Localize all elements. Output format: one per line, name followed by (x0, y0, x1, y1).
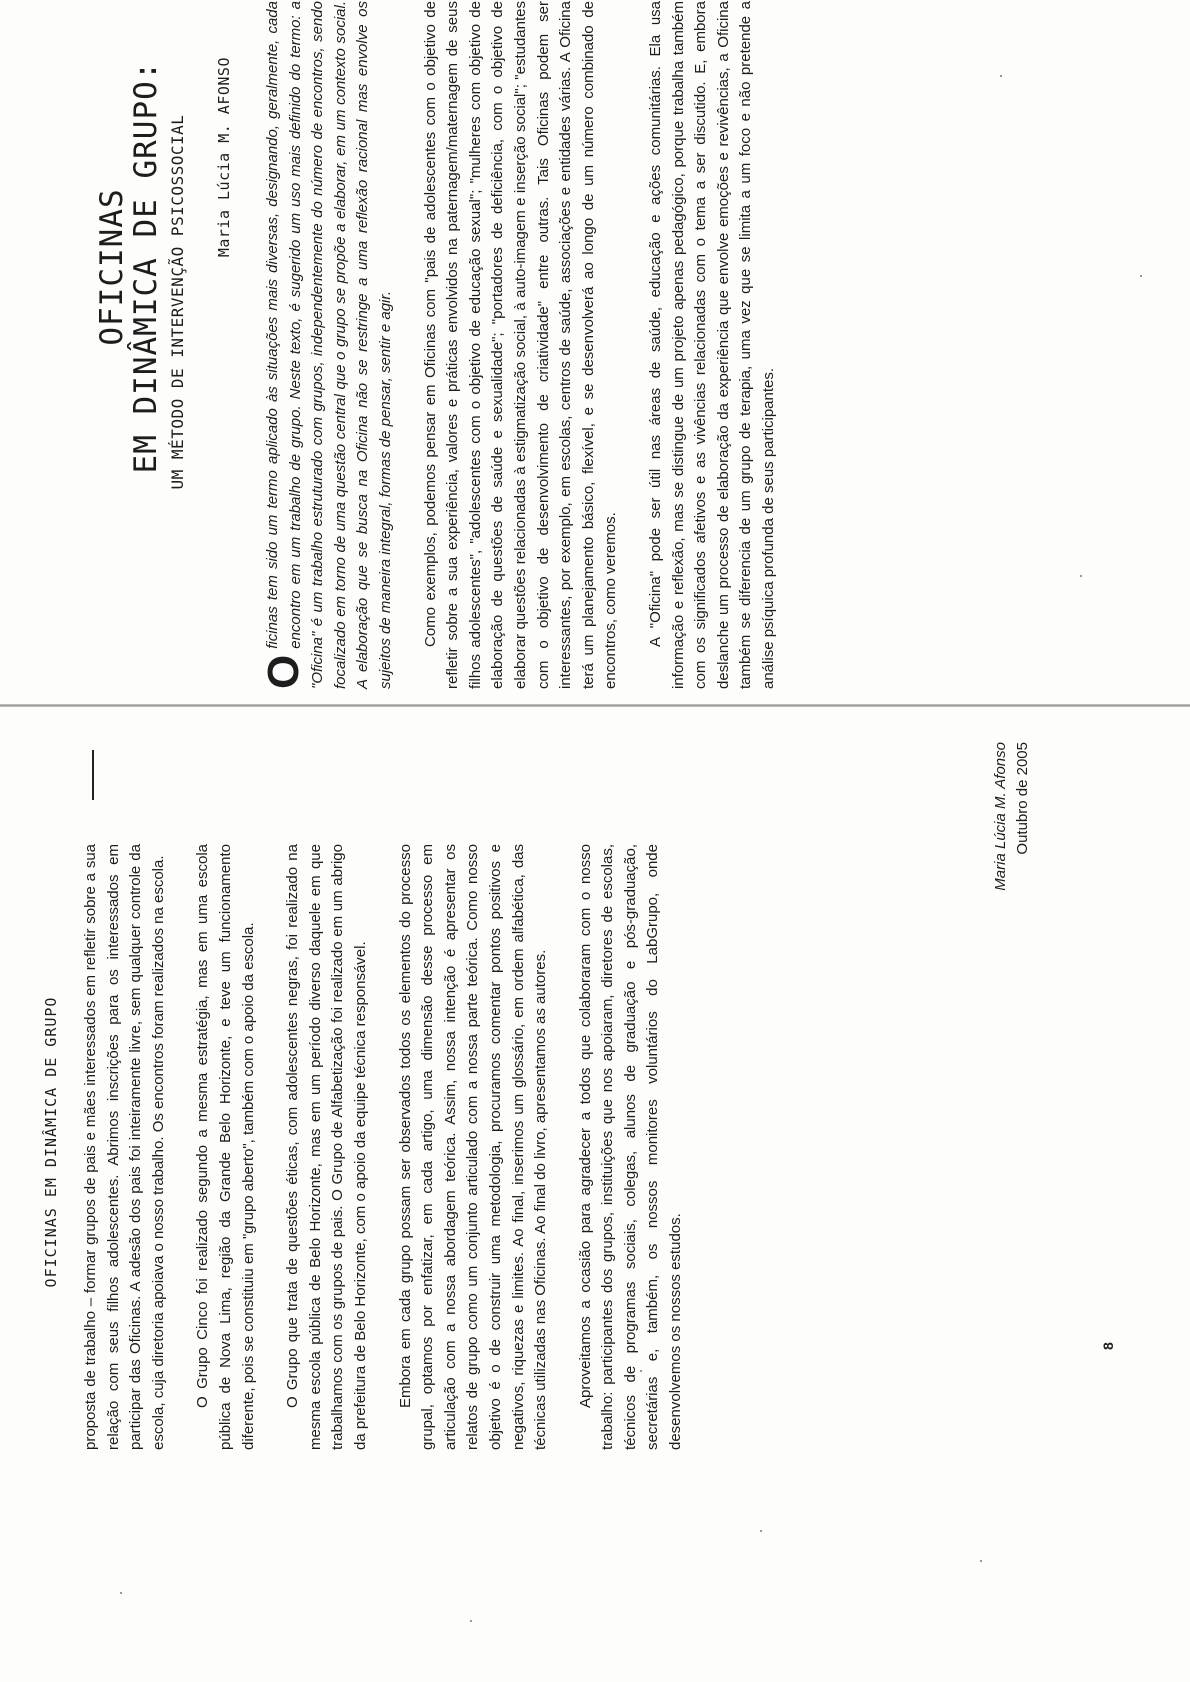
scan-speck (120, 1592, 122, 1594)
page-number: 8 (1100, 1342, 1116, 1350)
article-author: Maria Lúcia M. AFONSO (215, 57, 233, 258)
title-line: EM DINÂMICA DE GRUPO: (128, 60, 164, 474)
signature-date: Outubro de 2005 (1014, 742, 1031, 855)
intro-paragraph (259, 1, 398, 689)
article-subtitle: UM MÉTODO DE INTERVENÇÃO PSICOSSOCIAL (168, 114, 187, 490)
signature-name: Maria Lúcia M. Afonso (992, 742, 1009, 891)
scan-speck (640, 1370, 642, 1372)
intro-lead: ficinas tem sido um termo aplicado às situações mais diversas, designando, geralmente, cada encontro em um trabalho de grupo. Neste texto, é sugerido um uso mais definido do termo: a (264, 1, 304, 649)
right-page (0, 0, 1190, 697)
article-title (95, 57, 163, 477)
paragraph: A "Oficina" pode ser útil nas áreas de saúde, educação e ações comunitárias. Ela usa informação e reflexão, mas se distingue de um projeto apenas pedagógico, porque trabalha também com os significados afetivos e as vivências relacionadas com o tema a ser discutido. E, embora deslanche um processo de elaboração da experiência que envolve emoções e revivências, a Oficina também se diferencia de um grupo de terapia, uma vez que se limita a um foco e não pretende a análise psíquica profunda de seus participantes. (646, 1, 777, 689)
running-head: OFICINAS EM DINÂMICA DE GRUPO (42, 996, 60, 1288)
oficina-definition: "Oficina" é um trabalho estruturado com grupos, independentemente do número de encontros, sendo focalizado em torno de uma questão central que o grupo se propõe a elaborar, em um contexto social. A elaboração que se busca na Oficina não se restringe a uma reflexão racional mas envolve os sujeitos de maneira integral, formas de pensar, sentir e agir. (309, 1, 394, 689)
paragraph: Aproveitamos a ocasião para agradecer a todos que colaboraram com o nosso trabalho: participantes dos grupos, instituições que nos apoiaram, diretores de escolas, técnicos de programas sociais, colegas, alunos de graduação e pós-graduação, secretárias e, também, os nossos monitores voluntários do LabGrupo, onde desenvolvemos os nossos estudos. (576, 844, 685, 1450)
horizontal-rule (92, 750, 94, 800)
paragraph: O Grupo Cinco foi realizado segundo a mesma estratégia, mas em uma escola pública de Nova Lima, região da Grande Belo Horizonte, e teve um funcionamento diferente, pois se constituiu em "grupo aberto", também com o apoio da escola. (194, 844, 257, 1450)
paragraph: proposta de trabalho – formar grupos de pais e mães interessados em refletir sobre a sua relação com seus filhos adolescentes. Abrimos inscrições para os interessados em participar das Oficinas. A adesão dos pais foi inteiramente livre, sem qualquer controle da escola, cuja diretoria apoiava o nosso trabalho. Os encontros foram realizados na escola. (82, 844, 167, 1450)
paragraph: Como exemplos, podemos pensar em Oficinas com "pais de adolescentes com o objetivo de refletir sobre a sua experiência, valores e práticas envolvidos na paternagem/maternagem de seus filhos adolescentes", "adolescentes com o objetivo de educação sexual"; "mulheres com objetivo de elaboração de questões de saúde e sexualidade"; "portadores de deficiência, com o objetivo de elaborar questões relacionadas à estigmatização social, à auto-imagem e inserção social"; "estudantes com o objetivo de desenvolvimento de criatividade" entre outras. Tais Oficinas podem ser interessantes, por exemplo, em escolas, centros de saúde, associações e entidades várias. A Oficina terá um planejamento básico, flexível, e se desenvolverá ao longo de um número combinado de encontros, como veremos. (421, 1, 620, 689)
left-page-body (80, 844, 688, 1450)
paragraph: Embora em cada grupo possam ser observados todos os elementos do processo grupal, optamos por enfatizar, em cada artigo, uma dimensão desse processo em articulação com a nossa abordagem teórica. Assim, nossa intenção é apresentar os relatos de grupo como um conjunto articulado com a nossa parte teórica. Como nosso objetivo é o de construir uma metodologia, procuramos comentar pontos positivos e negativos, riquezas e limites. Ao final, inserimos um glossário, em ordem alfabética, das técnicas utilizadas nas Oficinas. Ao final do livro, apresentamos as autores. (396, 844, 550, 1450)
scan-speck (1000, 75, 1002, 77)
title-line: OFICINAS (94, 188, 130, 346)
scan-speck (980, 1560, 982, 1562)
book-spine (0, 704, 1190, 707)
left-page (0, 707, 1190, 1682)
scan-speck (1080, 575, 1082, 577)
drop-cap: O (259, 654, 308, 689)
paragraph: O Grupo que trata de questões éticas, com adolescentes negras, foi realizado na mesma escola pública de Belo Horizonte, mas em um período diverso daquele em que trabalhamos com os grupos de pais. O Grupo de Alfabetização foi realizado em um abrigo da prefeitura de Belo Horizonte, com o apoio da equipe técnica responsável. (284, 844, 369, 1450)
scan-speck (760, 1530, 762, 1532)
right-page-body (259, 1, 780, 689)
scan-speck (470, 1620, 472, 1622)
scan-speck (1140, 275, 1142, 277)
signature-block (990, 742, 1034, 942)
